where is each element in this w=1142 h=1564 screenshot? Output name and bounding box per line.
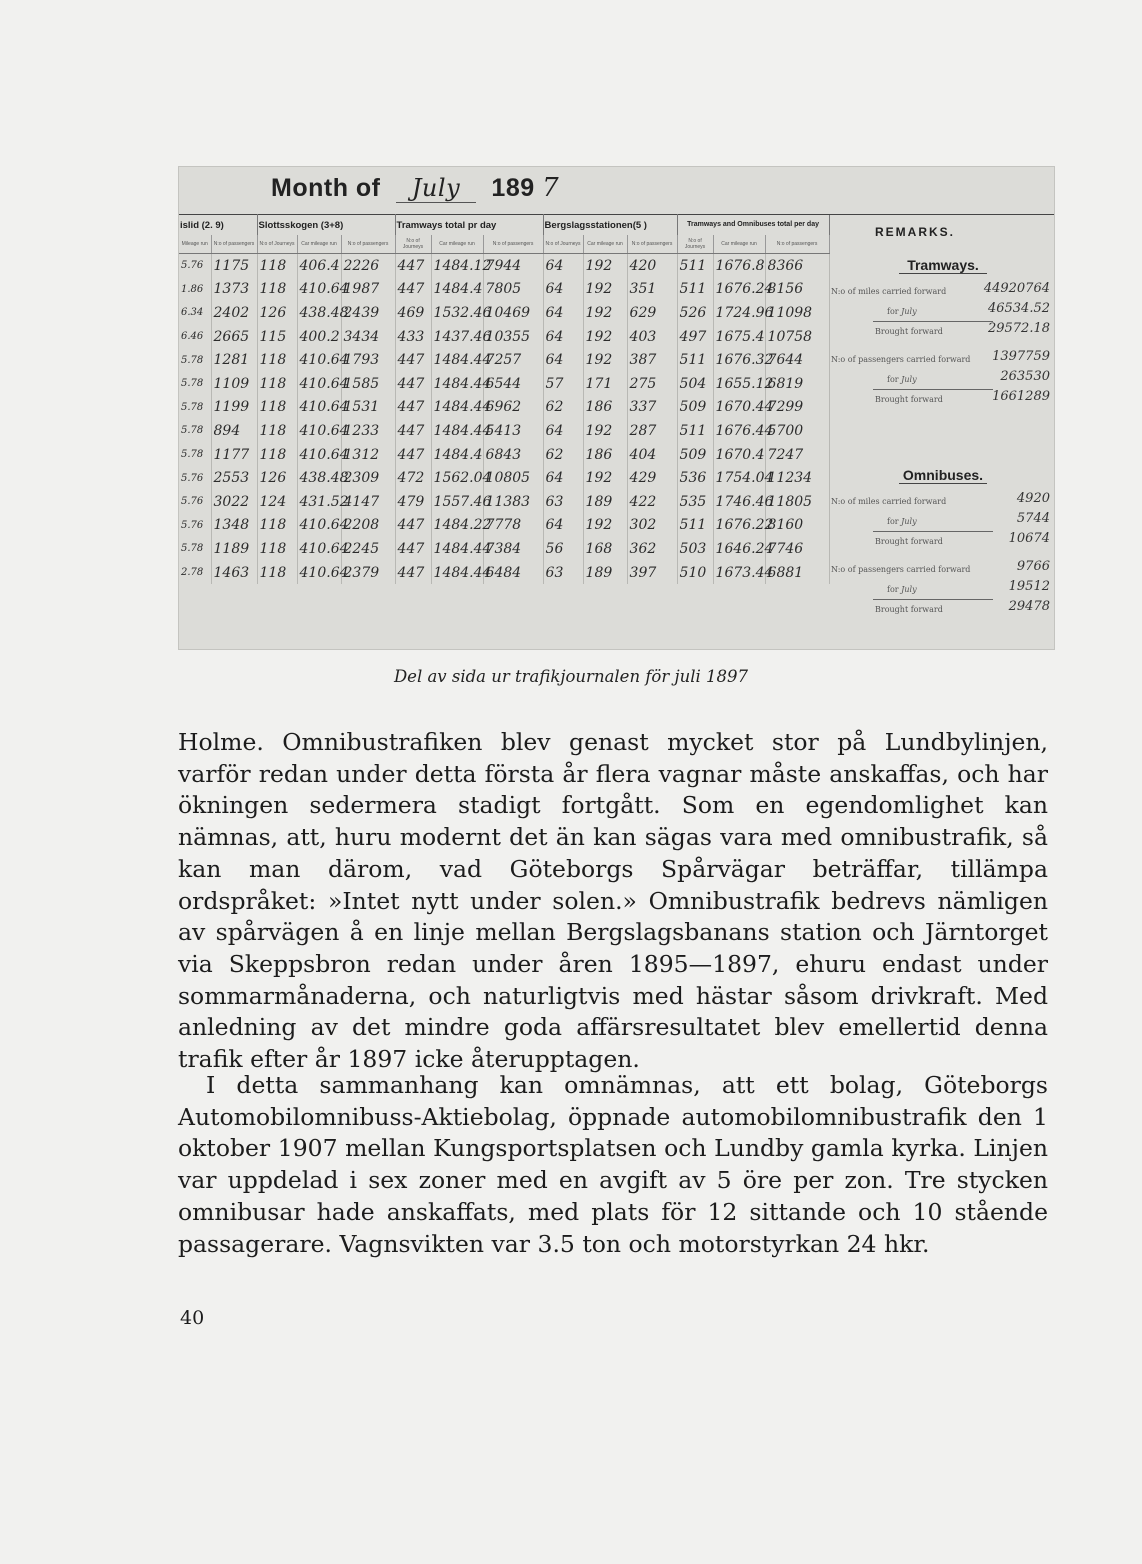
table-cell: 2309 (341, 466, 395, 490)
table-cell: 1670.4 (713, 443, 765, 467)
table-cell: 7384 (483, 537, 543, 561)
table-cell: 511 (677, 514, 713, 538)
table-cell: 1675.4 (713, 325, 765, 349)
table-cell: 1199 (211, 396, 257, 420)
table-cell: 5700 (765, 419, 829, 443)
table-cell: 8160 (765, 514, 829, 538)
page-number: 40 (180, 1307, 205, 1329)
table-cell: 118 (257, 372, 297, 396)
table-cell: 118 (257, 514, 297, 538)
table-row (179, 301, 829, 325)
tram-miles-for-value: 46534.52 (987, 301, 1050, 316)
table-cell: 3434 (341, 325, 395, 349)
table-cell: 1670.44 (713, 396, 765, 420)
table-cell: 438.48 (297, 301, 341, 325)
table-cell: 1724.96 (713, 301, 765, 325)
table-cell: 5413 (483, 419, 543, 443)
table-cell: 1655.12 (713, 372, 765, 396)
omni-miles-brought-label: Brought forward (875, 537, 943, 546)
table-cell: 118 (257, 419, 297, 443)
table-cell: 2226 (341, 254, 395, 278)
column-header: Slottsskogen (3+8) (257, 215, 395, 236)
table-cell: 447 (395, 254, 431, 278)
table-cell: 2439 (341, 301, 395, 325)
table-cell: 410.64 (297, 443, 341, 467)
for-month: July (901, 585, 917, 594)
table-cell: 10469 (483, 301, 543, 325)
table-cell: 400.2 (297, 325, 341, 349)
table-cell: 536 (677, 466, 713, 490)
table-row (179, 325, 829, 349)
table-cell: 511 (677, 254, 713, 278)
table-cell: 410.64 (297, 514, 341, 538)
table-cell: 168 (583, 537, 627, 561)
table-cell: 509 (677, 396, 713, 420)
table-cell: 2379 (341, 561, 395, 585)
table-cell: 6819 (765, 372, 829, 396)
table-cell: 1746.46 (713, 490, 765, 514)
table-row (179, 561, 829, 585)
table-cell: 362 (627, 537, 677, 561)
table-cell: 410.64 (297, 396, 341, 420)
table-cell: 11098 (765, 301, 829, 325)
table-cell: 11383 (483, 490, 543, 514)
table-cell: 8366 (765, 254, 829, 278)
table-cell: 469 (395, 301, 431, 325)
omni-pass-brought-label: Brought forward (875, 605, 943, 614)
omni-pass-brought-value: 29478 (1008, 599, 1050, 614)
title-year-value: 7 (542, 173, 560, 203)
table-cell: 447 (395, 561, 431, 585)
table-row (179, 537, 829, 561)
table-cell: 1484.44 (431, 419, 483, 443)
for-word: for (887, 375, 899, 384)
table-cell: 337 (627, 396, 677, 420)
table-cell: 1676.8 (713, 254, 765, 278)
ledger-table (179, 214, 830, 584)
table-cell: 1531 (341, 396, 395, 420)
table-cell: 186 (583, 443, 627, 467)
table-cell: 118 (257, 443, 297, 467)
table-cell: 404 (627, 443, 677, 467)
table-cell: 504 (677, 372, 713, 396)
table-cell: 3022 (211, 490, 257, 514)
omni-miles-brought-value: 10674 (1008, 531, 1050, 546)
table-cell: 2208 (341, 514, 395, 538)
table-cell: 1585 (341, 372, 395, 396)
table-cell: 63 (543, 490, 583, 514)
table-cell: 447 (395, 419, 431, 443)
subheader-cell: N:o of passengers (483, 235, 543, 254)
table-cell: 192 (583, 325, 627, 349)
table-cell: 1233 (341, 419, 395, 443)
table-cell: 5.78 (179, 372, 211, 396)
table-cell: 1484.4 (431, 278, 483, 302)
table-cell: 1754.04 (713, 466, 765, 490)
table-row (179, 514, 829, 538)
table-cell: 10805 (483, 466, 543, 490)
table-cell: 7944 (483, 254, 543, 278)
body-paragraph: Holme. Omnibustrafiken blev genast mycket stor på Lundbylinjen, varför redan under detta första år flera vagnar måste anskaffas, och har ökningen sedermera stadigt fortgått. Som en egendomlighet kan nämnas, att, huru modernt det än kan sägas vara med omnibustrafik, så kan man därom, vad Göteborgs Spårvägar beträffar, tillämpa ordspråket: »Intet nytt under solen.» Omnibustrafik bedrevs nämligen av spårvägen å en linje mellan Bergslagsbanans station och Järntorget via Skeppsbron redan under åren 1895—1897, ehuru endast under sommarmånaderna, och naturligtvis med hästar såsom drivkraft. Med anledning av det mindre goda affärsresultatet blev emellertid denna trafik efter år 1897 icke återupptagen. (178, 728, 1048, 1074)
for-month: July (901, 307, 917, 316)
table-cell: 64 (543, 466, 583, 490)
table-cell: 351 (627, 278, 677, 302)
table-cell: 64 (543, 278, 583, 302)
table-cell: 115 (257, 325, 297, 349)
table-cell: 406.4 (297, 254, 341, 278)
table-cell: 192 (583, 301, 627, 325)
table-cell: 1484.44 (431, 372, 483, 396)
table-cell: 1676.24 (713, 278, 765, 302)
table-cell: 62 (543, 443, 583, 467)
table-cell: 118 (257, 348, 297, 372)
omni-pass-for-label (887, 585, 917, 594)
table-cell: 511 (677, 419, 713, 443)
tram-miles-forward-label: N:o of miles carried forward (831, 287, 947, 296)
table-cell: 4147 (341, 490, 395, 514)
table-cell: 5.76 (179, 514, 211, 538)
table-cell: 7257 (483, 348, 543, 372)
table-cell: 5.78 (179, 348, 211, 372)
remarks-title: REMARKS. (875, 225, 956, 239)
ledger-body (179, 254, 829, 585)
divider (873, 389, 993, 390)
table-row (179, 254, 829, 278)
for-word: for (887, 307, 899, 316)
subheader-cell: Car mileage run (297, 235, 341, 254)
table-cell: 11234 (765, 466, 829, 490)
table-cell: 447 (395, 514, 431, 538)
table-cell: 447 (395, 537, 431, 561)
table-cell: 447 (395, 396, 431, 420)
column-header: Tramways total pr day (395, 215, 543, 236)
table-cell: 894 (211, 419, 257, 443)
title-year-prefix: 189 (491, 174, 535, 202)
table-cell: 64 (543, 514, 583, 538)
table-row (179, 396, 829, 420)
table-cell: 6544 (483, 372, 543, 396)
table-cell: 1557.46 (431, 490, 483, 514)
subheader-cell: N:o of passengers (627, 235, 677, 254)
table-row (179, 443, 829, 467)
table-cell: 6.46 (179, 325, 211, 349)
table-cell: 1189 (211, 537, 257, 561)
ledger-title (271, 173, 559, 203)
table-cell: 189 (583, 561, 627, 585)
table-cell: 192 (583, 466, 627, 490)
table-cell: 410.64 (297, 372, 341, 396)
table-cell: 7644 (765, 348, 829, 372)
subheader-cell: N:o of passengers (341, 235, 395, 254)
table-cell: 1437.46 (431, 325, 483, 349)
table-cell: 5.76 (179, 490, 211, 514)
table-cell: 422 (627, 490, 677, 514)
table-cell: 10355 (483, 325, 543, 349)
table-cell: 275 (627, 372, 677, 396)
table-row (179, 372, 829, 396)
tram-pass-brought-label: Brought forward (875, 395, 943, 404)
table-cell: 5.78 (179, 419, 211, 443)
table-cell: 431.52 (297, 490, 341, 514)
table-cell: 1532.46 (431, 301, 483, 325)
table-cell: 192 (583, 254, 627, 278)
table-cell: 387 (627, 348, 677, 372)
subheader-cell: Car mileage run (431, 235, 483, 254)
table-cell: 2553 (211, 466, 257, 490)
table-cell: 64 (543, 325, 583, 349)
subheader-row (179, 235, 829, 254)
table-cell: 56 (543, 537, 583, 561)
table-cell: 6881 (765, 561, 829, 585)
table-cell: 6484 (483, 561, 543, 585)
column-header: islid (2. 9) (179, 215, 257, 236)
tram-miles-brought-value: 29572.18 (987, 321, 1050, 336)
table-cell: 1.86 (179, 278, 211, 302)
table-cell: 1484.22 (431, 514, 483, 538)
table-cell: 511 (677, 278, 713, 302)
table-cell: 497 (677, 325, 713, 349)
table-cell: 1281 (211, 348, 257, 372)
table-cell: 479 (395, 490, 431, 514)
table-cell: 10758 (765, 325, 829, 349)
table-cell: 410.64 (297, 278, 341, 302)
tram-pass-forward-value: 1397759 (992, 349, 1050, 364)
table-cell: 302 (627, 514, 677, 538)
omni-miles-for-label (887, 517, 917, 526)
ledger-figure (178, 166, 1055, 650)
tram-miles-for-label (887, 307, 917, 316)
column-header: Bergslagsstationen(5 ) (543, 215, 677, 236)
table-cell: 124 (257, 490, 297, 514)
table-cell: 5.76 (179, 254, 211, 278)
subheader-cell: N:o of passengers (765, 235, 829, 254)
table-cell: 64 (543, 419, 583, 443)
table-cell: 1987 (341, 278, 395, 302)
table-cell: 526 (677, 301, 713, 325)
figure-caption: Del av sida ur trafikjournalen för juli 1897 (393, 667, 749, 686)
table-cell: 287 (627, 419, 677, 443)
subheader-cell: Mileage run (179, 235, 211, 254)
table-cell: 62 (543, 396, 583, 420)
table-cell: 2665 (211, 325, 257, 349)
table-cell: 7299 (765, 396, 829, 420)
table-cell: 510 (677, 561, 713, 585)
remarks-panel (829, 214, 1054, 650)
table-cell: 1484.44 (431, 348, 483, 372)
table-cell: 118 (257, 537, 297, 561)
title-month-value: July (396, 174, 476, 203)
column-header: Tramways and Omnibuses total per day (677, 215, 829, 236)
table-cell: 2245 (341, 537, 395, 561)
table-cell: 6.34 (179, 301, 211, 325)
table-cell: 1676.32 (713, 348, 765, 372)
table-cell: 126 (257, 301, 297, 325)
table-cell: 535 (677, 490, 713, 514)
table-cell: 192 (583, 348, 627, 372)
table-cell: 6843 (483, 443, 543, 467)
table-cell: 447 (395, 348, 431, 372)
divider (873, 321, 993, 322)
table-cell: 511 (677, 348, 713, 372)
for-month: July (901, 517, 917, 526)
table-cell: 629 (627, 301, 677, 325)
table-cell: 1793 (341, 348, 395, 372)
title-month-label: Month of (271, 174, 381, 202)
table-cell: 1646.24 (713, 537, 765, 561)
table-cell: 2402 (211, 301, 257, 325)
table-cell: 1312 (341, 443, 395, 467)
body-paragraph: I detta sammanhang kan omnämnas, att ett bolag, Göteborgs Automobilomnibuss-Aktiebolag, öppnade automobilomnibustrafik den 1 oktober 1907 mellan Kungsportsplatsen och Lundby gamla kyrka. Linjen var uppdelad i sex zoner med en avgift av 5 öre per zon. Tre stycken omnibusar hade anskaffats, med plats för 12 sittande och 10 stående passagerare. Vagnsvikten var 3.5 ton och motorstyrkan 24 hkr. (178, 1071, 1048, 1258)
table-cell: 7746 (765, 537, 829, 561)
tram-pass-for-label (887, 375, 917, 384)
table-cell: 2.78 (179, 561, 211, 585)
table-cell: 447 (395, 372, 431, 396)
table-cell: 1463 (211, 561, 257, 585)
omni-pass-forward-label: N:o of passengers carried forward (831, 565, 971, 574)
table-cell: 8156 (765, 278, 829, 302)
table-cell: 410.64 (297, 537, 341, 561)
table-cell: 1484.44 (431, 561, 483, 585)
table-cell: 6962 (483, 396, 543, 420)
omni-pass-for-value: 19512 (1008, 579, 1050, 594)
table-cell: 5.78 (179, 396, 211, 420)
omni-miles-forward-value: 4920 (1016, 491, 1050, 506)
for-word: for (887, 585, 899, 594)
tram-pass-for-value: 263530 (1000, 369, 1050, 384)
tram-pass-forward-label: N:o of passengers carried forward (831, 355, 971, 364)
table-cell: 1175 (211, 254, 257, 278)
table-row (179, 419, 829, 443)
table-cell: 410.64 (297, 348, 341, 372)
table-cell: 5.76 (179, 466, 211, 490)
table-cell: 1676.44 (713, 419, 765, 443)
table-cell: 118 (257, 561, 297, 585)
table-cell: 192 (583, 419, 627, 443)
table-cell: 410.64 (297, 419, 341, 443)
for-word: for (887, 517, 899, 526)
table-cell: 1484.44 (431, 537, 483, 561)
tram-miles-forward-value: 44920764 (983, 281, 1050, 296)
subheader-cell: N:o of passengers (211, 235, 257, 254)
table-cell: 433 (395, 325, 431, 349)
table-cell: 171 (583, 372, 627, 396)
table-row (179, 490, 829, 514)
tram-pass-brought-value: 1661289 (992, 389, 1050, 404)
table-cell: 7805 (483, 278, 543, 302)
table-cell: 192 (583, 278, 627, 302)
table-cell: 1676.22 (713, 514, 765, 538)
for-month: July (901, 375, 917, 384)
table-cell: 189 (583, 490, 627, 514)
table-cell: 5.78 (179, 443, 211, 467)
table-cell: 472 (395, 466, 431, 490)
table-cell: 118 (257, 254, 297, 278)
omni-miles-forward-label: N:o of miles carried forward (831, 497, 947, 506)
table-cell: 1484.44 (431, 396, 483, 420)
subheader-cell: N:o of Journeys (395, 235, 431, 254)
table-cell: 509 (677, 443, 713, 467)
table-cell: 1348 (211, 514, 257, 538)
table-cell: 11805 (765, 490, 829, 514)
table-cell: 403 (627, 325, 677, 349)
table-cell: 118 (257, 278, 297, 302)
table-cell: 118 (257, 396, 297, 420)
table-cell: 1109 (211, 372, 257, 396)
tramways-heading: Tramways. (899, 257, 987, 274)
subheader-cell: Car mileage run (583, 235, 627, 254)
table-cell: 503 (677, 537, 713, 561)
table-cell: 447 (395, 443, 431, 467)
table-cell: 1484.4 (431, 443, 483, 467)
table-cell: 397 (627, 561, 677, 585)
table-cell: 1484.12 (431, 254, 483, 278)
subheader-cell: N:o of Journeys (543, 235, 583, 254)
table-cell: 64 (543, 254, 583, 278)
table-cell: 7247 (765, 443, 829, 467)
omnibuses-heading: Omnibuses. (899, 467, 987, 484)
table-cell: 126 (257, 466, 297, 490)
table-cell: 5.78 (179, 537, 211, 561)
table-cell: 1673.44 (713, 561, 765, 585)
table-cell: 429 (627, 466, 677, 490)
table-row (179, 278, 829, 302)
omni-pass-forward-value: 9766 (1016, 559, 1050, 574)
table-cell: 1562.04 (431, 466, 483, 490)
table-cell: 1373 (211, 278, 257, 302)
subheader-cell: N:o of Journeys (677, 235, 713, 254)
divider (873, 599, 993, 600)
table-cell: 64 (543, 301, 583, 325)
subheader-cell: Car mileage run (713, 235, 765, 254)
table-cell: 410.64 (297, 561, 341, 585)
table-cell: 7778 (483, 514, 543, 538)
table-row (179, 466, 829, 490)
table-cell: 63 (543, 561, 583, 585)
omni-miles-for-value: 5744 (1016, 511, 1050, 526)
table-cell: 438.48 (297, 466, 341, 490)
table-cell: 420 (627, 254, 677, 278)
table-cell: 447 (395, 278, 431, 302)
tram-miles-brought-label: Brought forward (875, 327, 943, 336)
table-cell: 192 (583, 514, 627, 538)
divider (873, 531, 993, 532)
table-cell: 186 (583, 396, 627, 420)
table-cell: 1177 (211, 443, 257, 467)
table-cell: 57 (543, 372, 583, 396)
table-row (179, 348, 829, 372)
subheader-cell: N:o of Journeys (257, 235, 297, 254)
table-cell: 64 (543, 348, 583, 372)
